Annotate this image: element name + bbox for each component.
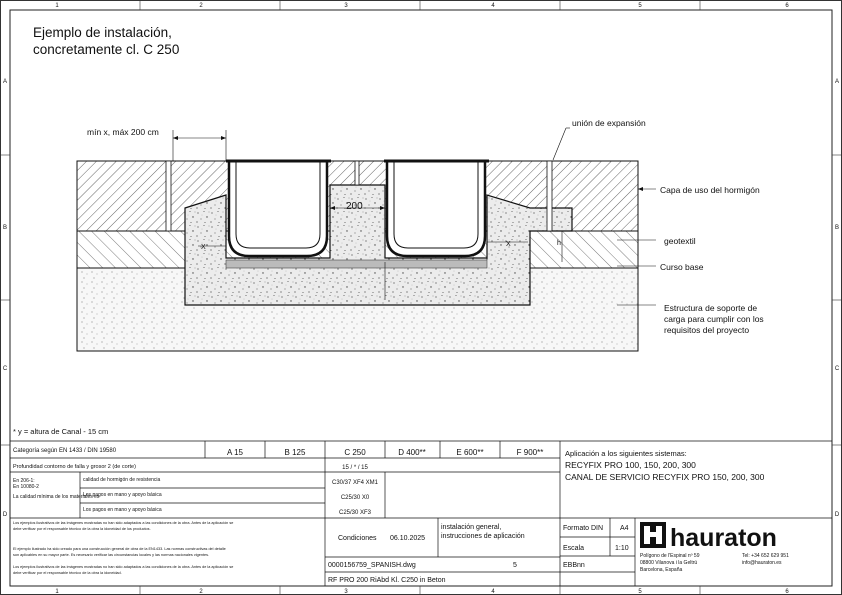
description-line1: instalación general, [441,524,502,531]
dimension-200-label: 200 [346,201,363,212]
format-label: Formato DIN [563,525,604,532]
row-marker-right: A [834,79,840,85]
column-marker-top: 4 [491,3,495,9]
title-line2: concretamente cl. C 250 [33,42,180,57]
class-b125: B 125 [284,448,306,457]
channel-left [229,162,327,256]
title-line1: Ejemplo de instalación, [33,25,172,40]
application-label: Aplicación a los siguientes sistemas: [565,449,687,458]
column-marker-bottom: 4 [491,589,495,595]
standards-label-2: En 10080-2 [13,484,39,490]
row-marker-left: C [2,366,8,372]
column-marker-bottom: 3 [344,589,348,595]
class-d400: D 400** [398,448,426,457]
row-c-value: C25/30 X0 [340,495,370,501]
author: EBBnn [563,562,585,569]
column-marker-top: 2 [199,3,203,9]
support-structure-label: carga para cumplir con los [664,314,764,324]
row-marker-left: B [2,225,8,231]
dimension-min-max-label: mín x, máx 200 cm [87,127,159,137]
note-line: debe verificar por el responsable técnico de la obra la idoneidad de los productos. [13,527,151,531]
column-marker-top: 3 [344,3,348,9]
expansion-joint-label: unión de expansión [572,118,646,128]
footnote: * y = altura de Canal - 15 cm [13,427,109,436]
standards-label: En 206-1: [13,478,35,484]
column-marker-bottom: 5 [638,589,642,595]
file-name: 0000156759_SPANISH.dwg [328,562,416,569]
note-line: El ejemplo ilustrado ha sido creado para una construcción general de obra de la EN1433. Las normas constructivas del detalle [13,547,226,551]
row-marker-left: D [2,512,8,518]
drawing-title: RF PRO 200 RiAbd Kl. C250 in Beton [328,577,446,584]
row-marker-right: D [834,512,840,518]
column-marker-top: 5 [638,3,642,9]
depth-value: 15 / * / 15 [342,465,368,471]
class-c250: C 250 [344,448,366,457]
cross-section [77,128,656,351]
row-marker-right: B [834,225,840,231]
base-course-label: Curso base [660,262,704,272]
company-name: hauraton [670,524,777,552]
row-marker-right: C [834,366,840,372]
hauraton-logo [640,522,777,552]
date: 06.10.2025 [390,535,426,542]
class-a15: A 15 [226,448,244,457]
row-marker-left: A [2,79,8,85]
application-line2: CANAL DE SERVICIO RECYFIX PRO 150, 200, 300 [565,472,765,482]
concrete-class-value: C30/37 XF4 XM1 [331,480,379,486]
column-marker-top: 1 [55,3,59,9]
support-structure-label: Estructura de soporte de [664,303,758,313]
application-line1: RECYFIX PRO 100, 150, 200, 300 [565,460,696,470]
column-marker-top: 6 [785,3,789,9]
support-structure-label: requisitos del proyecto [664,325,750,335]
column-marker-bottom: 1 [55,589,59,595]
class-e600: E 600** [456,448,484,457]
channel-right [387,162,485,256]
concrete-layer-label: Capa de uso del hormigón [660,185,760,195]
row-d-label: Los pagos en mano y apoyo básica [83,507,162,513]
email: info@hauraton.es [742,560,782,566]
dimension-x-right-label: X [506,241,511,248]
geotextile-label: geotextil [664,236,696,246]
column-marker-bottom: 2 [199,589,203,595]
column-marker-bottom: 6 [785,589,789,595]
note-line: debe verificar por el responsable técnico de la obra la idoneidad. [13,571,122,575]
scale-value: 1:10 [615,545,629,552]
scale-label: Escala [563,545,585,552]
row-d-value: C25/30 XF3 [338,510,372,516]
phone: Tel: +34 652 629 951 [742,553,789,559]
dimension-x-left-label: X [201,244,206,251]
category-label: Categoría según EN 1433 / DIN 19580 [13,448,117,454]
reinforcement-label: La calidad mínima de los materiales es [13,494,100,500]
format-value: A4 [620,525,629,532]
note-line: Los ejemplos ilustrativos de las imágenes mostradas no han sido adaptados a las condiciones de la obra. Antes de la aplicación se [13,521,234,525]
class-f900: F 900** [516,448,544,457]
address-line2: 08800 Vilanova i la Geltrú [640,560,698,566]
depth-label: Profundidad contorno de falla y grosor 2 (de corte) [13,464,136,470]
conditions-label: Condiciones [338,535,377,542]
row-c-label: Los pagos en mano y apoyo básica [83,492,162,498]
note-line: son aplicables en su mayor parte. Es necesario verificar las circunstancias locales y las normas nacionales vigentes. [13,553,210,557]
concrete-class-label: calidad de hormigón de resistencia [83,477,161,483]
dimension-h-label: h [557,240,561,247]
revision: 5 [513,562,517,569]
note-line: Los ejemplos ilustrativos de las imágenes mostradas no han sido adaptados a las condiciones de la obra. Antes de la aplicación se [13,565,234,569]
address-line1: Polígono de l'Espinal nº 59 [640,553,700,559]
description-line2: instrucciones de aplicación [441,533,525,540]
address-line3: Barcelona, España [640,567,683,573]
